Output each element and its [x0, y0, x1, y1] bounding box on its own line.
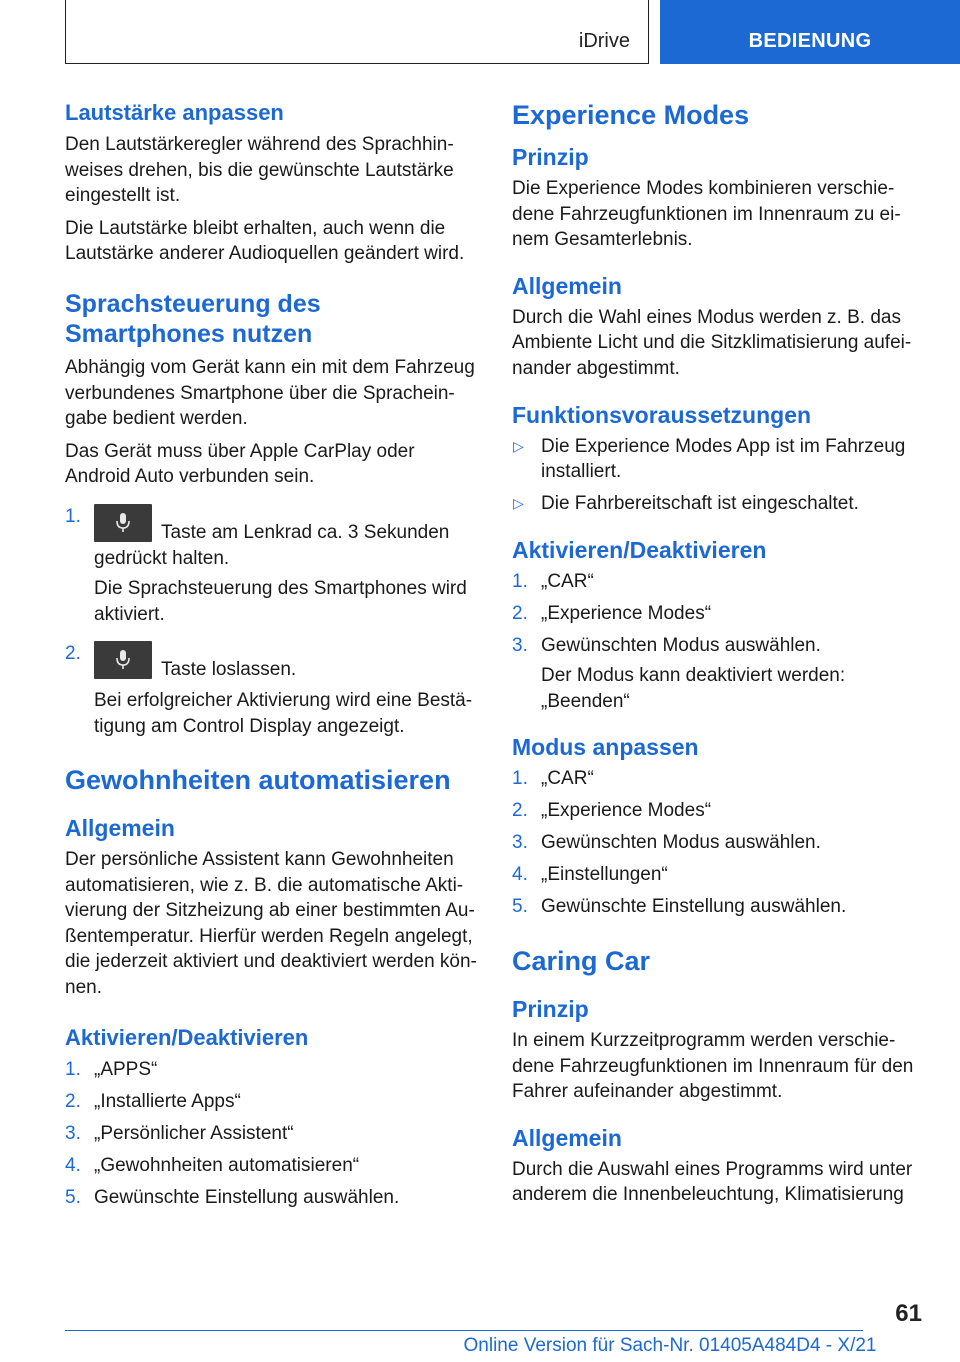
requirement-text: Die Experience Modes App ist im Fahrzeug installiert.: [541, 435, 906, 483]
list-item: [512, 569, 922, 595]
experience-adjust-steps: [512, 766, 922, 920]
section-title: iDrive: [578, 30, 630, 52]
requirements-list: [512, 434, 922, 517]
experience-heading: Experience Modes: [512, 100, 750, 130]
step-number: 2.: [512, 602, 528, 624]
smartphone-paragraph-1: Abhängig vom Gerät kann ein mit dem Fahrzeug verbundenes Smartphone über die Sprachein- gabe bedient werden.: [65, 356, 475, 430]
step-number: 4.: [512, 864, 528, 886]
list-item: [512, 434, 922, 485]
step-number: 1.: [65, 1058, 81, 1080]
step-number: 5.: [512, 896, 528, 918]
habits-general-heading: Allgemein: [65, 815, 175, 842]
step-number: 1.: [65, 505, 81, 527]
step-text: „APPS“: [94, 1058, 158, 1080]
step-text: Gewünschten Modus auswählen.: [541, 634, 821, 656]
caring-heading: Caring Car: [512, 946, 651, 977]
list-item: [512, 862, 922, 888]
step-text: Taste am Lenkrad ca. 3 Sekunden gedrückt halten.: [94, 521, 450, 569]
list-item: [65, 1089, 477, 1115]
step-text: „Installierte Apps“: [94, 1090, 241, 1112]
caring-general-heading: Allgemein: [512, 1124, 622, 1151]
step-number: 1.: [512, 768, 528, 790]
step-number: 3.: [65, 1122, 81, 1144]
list-item: [65, 641, 477, 739]
step-text: Gewünschten Modus auswählen.: [541, 832, 821, 854]
experience-general-heading: Allgemein: [512, 272, 622, 299]
list-item: [65, 504, 477, 627]
triangle-bullet-icon: ▷: [513, 437, 524, 454]
right-column: [512, 100, 922, 1215]
requirement-text: Die Fahrbereitschaft ist eingeschaltet.: [541, 493, 859, 515]
caring-general-text: Durch die Auswahl eines Programms wird unter anderem die Innenbeleuchtung, Klimatisierung: [512, 1158, 913, 1206]
volume-heading: Lautstärke anpassen: [65, 100, 284, 125]
footer-text: Online Version für Sach-Nr. 01405A484D4 - X/21: [463, 1335, 877, 1356]
habits-steps: [65, 1057, 477, 1211]
step-number: 5.: [65, 1186, 81, 1208]
habits-general-text: Der persönliche Assistent kann Gewohnheiten automatisieren, wie z. B. die automatische Akti- vierung der Sitzheizung ab einer bestimmten Au- ßentemperatur. Hierfür werden Regeln angelegt, die jederzeit aktiviert und deaktiviert werden kön- nen.: [65, 849, 477, 999]
chapter-title: BEDIENUNG: [748, 30, 872, 52]
step-number: 2.: [512, 800, 528, 822]
step-number: 2.: [65, 1090, 81, 1112]
experience-principle-heading: Prinzip: [512, 144, 589, 170]
experience-activate-heading: Aktivieren/Deaktivieren: [512, 536, 767, 563]
list-item: [512, 491, 922, 517]
habits-heading: Gewohnheiten automatisieren: [65, 765, 451, 796]
habits-activate-heading: Aktivieren/Deaktivieren: [65, 1024, 309, 1050]
page-number: 61: [895, 1300, 922, 1327]
smartphone-heading: Sprachsteuerung des Smartphones nutzen: [65, 289, 321, 348]
step-number: 2.: [65, 643, 81, 665]
list-item: [65, 1057, 477, 1083]
chapter-tab: [660, 0, 960, 64]
list-item: [512, 894, 922, 920]
triangle-bullet-icon: ▷: [513, 495, 524, 512]
volume-paragraph-1: Den Lautstärkeregler während des Sprachhin- weises drehen, bis die gewünschte Lautstärke eingestellt ist.: [65, 134, 454, 207]
step-text: „Gewohnheiten automatisieren“: [94, 1154, 360, 1176]
step-text: „Persönlicher Assistent“: [94, 1122, 294, 1144]
step-result: Bei erfolgreicher Aktivierung wird eine Bestä- tigung am Control Display angezeigt.: [94, 689, 473, 737]
step-number: 3.: [512, 634, 528, 656]
voice-button-image: [94, 504, 152, 542]
step-result: Der Modus kann deaktiviert werden: „Beenden“: [541, 665, 846, 712]
voice-button-image: [94, 641, 152, 679]
volume-paragraph-2: Die Lautstärke bleibt erhalten, auch wenn die Lautstärke anderer Audioquellen geändert wird.: [65, 217, 465, 265]
list-item: [512, 601, 922, 627]
step-text: „Experience Modes“: [541, 800, 712, 822]
list-item: [512, 766, 922, 792]
page-header: [0, 0, 960, 66]
list-item: [65, 1185, 477, 1211]
footer-divider: [65, 1330, 863, 1331]
step-text: Gewünschte Einstellung auswählen.: [94, 1186, 400, 1208]
experience-general-text: Durch die Wahl eines Modus werden z. B. das Ambiente Licht und die Sitzklimatisierung aufei- nander abgestimmt.: [512, 306, 912, 379]
step-text: „CAR“: [541, 570, 594, 592]
step-text: Taste loslassen.: [161, 659, 297, 681]
step-text: „Einstellungen“: [541, 864, 668, 886]
smartphone-paragraph-2: Das Gerät muss über Apple CarPlay oder Android Auto verbunden sein.: [65, 440, 415, 488]
list-item: [512, 798, 922, 824]
experience-principle-text: Die Experience Modes kombinieren verschie- dene Fahrzeugfunktionen im Innenraum zu ei- nem Gesamterlebnis.: [512, 178, 901, 251]
caring-principle-heading: Prinzip: [512, 996, 589, 1023]
left-column: [65, 100, 477, 1217]
step-text: Gewünschte Einstellung auswählen.: [541, 896, 847, 918]
list-item: [512, 633, 922, 715]
microphone-icon: [115, 512, 131, 534]
step-text: „CAR“: [541, 768, 594, 790]
experience-adjust-heading: Modus anpassen: [512, 734, 699, 761]
experience-requirements-heading: Funktionsvoraussetzungen: [512, 401, 812, 428]
step-text: „Experience Modes“: [541, 602, 712, 624]
microphone-icon: [115, 649, 131, 671]
list-item: [65, 1121, 477, 1147]
step-number: 1.: [512, 570, 528, 592]
experience-activate-steps: [512, 569, 922, 715]
list-item: [65, 1153, 477, 1179]
step-result: Die Sprachsteuerung des Smartphones wird aktiviert.: [94, 578, 467, 625]
list-item: [512, 830, 922, 856]
section-header-box: [65, 0, 649, 64]
step-number: 3.: [512, 832, 528, 854]
caring-principle-text: In einem Kurzzeitprogramm werden verschie- dene Fahrzeugfunktionen im Innenraum für den Fahrer aufeinander abgestimmt.: [512, 1030, 914, 1103]
smartphone-steps: [65, 504, 477, 739]
step-number: 4.: [65, 1154, 81, 1176]
